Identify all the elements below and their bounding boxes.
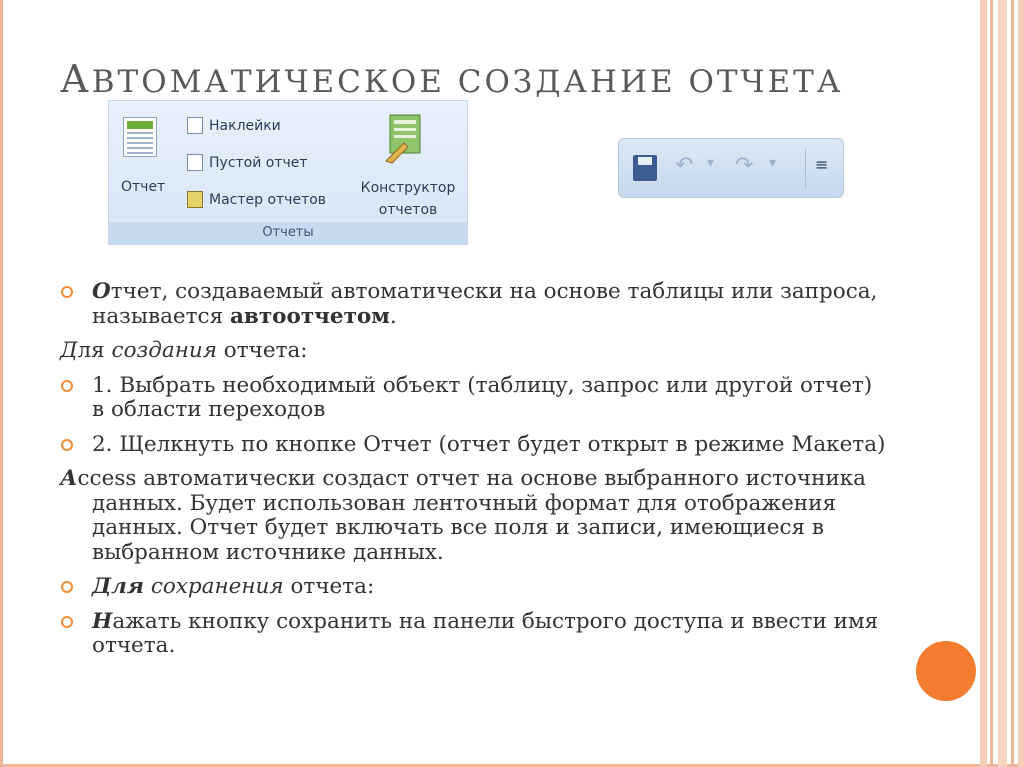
italic-term: Для (92, 574, 144, 599)
blank-report-icon (187, 154, 203, 171)
frame-right-stripes (978, 0, 1024, 767)
redo-icon[interactable]: ↷ (735, 153, 754, 178)
labels-button[interactable] (187, 117, 281, 134)
frame-left-border (0, 0, 3, 767)
ribbon-reports-group (108, 100, 468, 245)
ribbon-group-label: Отчеты (109, 222, 467, 244)
bullet-text: 2. Щелкнуть по кнопке Отчет (отчет будет открыт в режиме Макета) (92, 431, 886, 457)
list-item (60, 280, 890, 329)
undo-dropdown-icon[interactable]: ▾ (707, 155, 715, 171)
report-wizard-label: Мастер отчетов (209, 191, 327, 208)
bullet-icon (61, 380, 73, 392)
paragraph (60, 467, 890, 565)
customize-dropdown-icon[interactable]: ≡ (815, 155, 829, 174)
paragraph-text: отчета: (216, 338, 308, 363)
blank-report-button[interactable] (187, 154, 308, 171)
drop-letter: А (60, 466, 78, 491)
toolbar-separator (805, 149, 806, 189)
slide-body (60, 280, 890, 669)
report-designer-label-line1: Конструктор (360, 180, 456, 196)
drop-letter: Д (60, 338, 78, 363)
italic-term: сохранения (150, 574, 284, 599)
bullet-icon (61, 616, 73, 628)
drop-letter: Н (92, 608, 113, 634)
list-item (60, 575, 890, 600)
drop-letter: О (92, 279, 111, 304)
list-item (60, 374, 890, 423)
save-icon[interactable] (633, 155, 657, 181)
bullet-icon (61, 439, 73, 451)
slide-title: АВТОМАТИЧЕСКОЕ СОЗДАНИЕ ОТЧЕТА (60, 56, 844, 101)
bullet-text: тчет, создаваемый автоматически на основе таблицы или запроса, называется (92, 279, 878, 329)
bullet-text: 1. Выбрать необходимый объект (таблицу, запрос или другой отчет) в области переходов (92, 372, 873, 422)
report-button[interactable]: Отчет (121, 179, 166, 195)
bullet-icon (61, 581, 73, 593)
italic-term: создания (111, 338, 217, 363)
list-item (60, 433, 890, 458)
report-designer-button[interactable] (353, 177, 463, 221)
space (144, 574, 151, 599)
undo-icon[interactable]: ↶ (675, 153, 694, 178)
report-designer-icon (384, 113, 424, 165)
redo-dropdown-icon[interactable]: ▾ (769, 155, 777, 171)
report-wizard-button[interactable] (187, 191, 326, 208)
report-icon (123, 117, 157, 157)
quick-access-toolbar (618, 138, 844, 198)
paragraph-text: ля (77, 338, 112, 363)
bullet-text: ажать кнопку сохранить на панели быстрого доступа и ввести имя отчета. (92, 608, 879, 658)
report-designer-label-line2: отчетов (378, 202, 438, 218)
paragraph (60, 339, 890, 364)
blank-report-label: Пустой отчет (209, 154, 308, 171)
labels-icon (187, 117, 203, 134)
bullet-icon (61, 286, 73, 298)
decorative-circle (916, 641, 976, 701)
labels-label: Наклейки (209, 117, 281, 134)
bullet-text: отчета: (283, 574, 375, 599)
bold-term: автоотчетом (229, 303, 390, 329)
report-wizard-icon (187, 191, 203, 208)
punctuation: . (389, 303, 397, 329)
paragraph-text: ccess автоматически создаст отчет на основе выбранного источника данных. Будет использован ленточный формат для отображения данных. Отчет будет включать все поля и записи, имеющиеся в выбранном источнике данных. (77, 466, 867, 565)
list-item (60, 610, 890, 659)
